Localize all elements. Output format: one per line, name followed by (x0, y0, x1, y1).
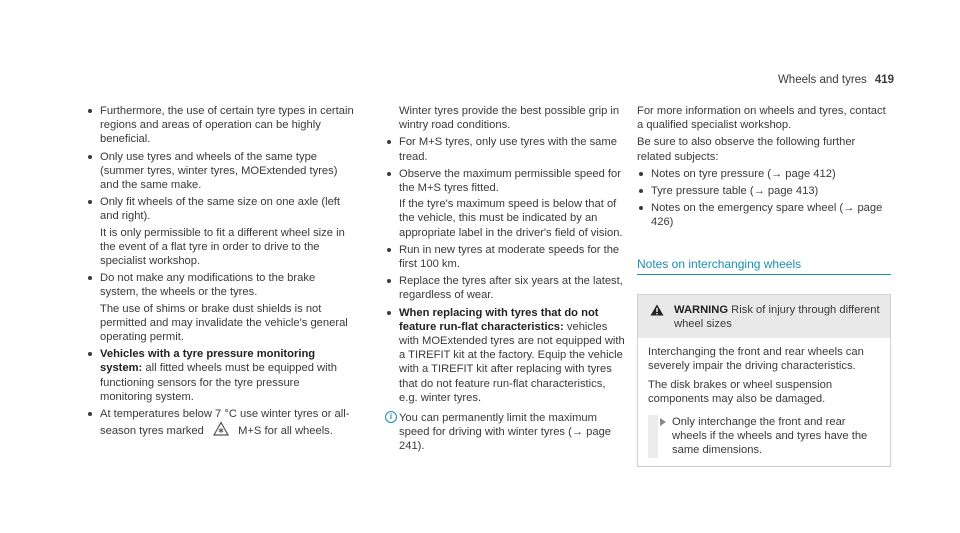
warning-body (638, 338, 890, 465)
list-item-text: Replace the tyres after six years at the latest, regardless of wear. (399, 275, 623, 302)
instruction-step (648, 415, 880, 458)
column-middle (385, 104, 625, 454)
list-item-text: Only use tyres and wheels of the same type (summer tyres, winter tyres, MOExtended tyres) and the same make. (100, 150, 338, 192)
list-item (86, 195, 354, 268)
section-name: Wheels and tyres (777, 74, 867, 86)
list-item-text: Notes on tyre pressure (→ page 412) (651, 167, 836, 180)
list-item-text: Only fit wheels of the same size on one axle (left and right). (100, 196, 341, 223)
list-item (86, 104, 354, 147)
list-item (385, 243, 625, 271)
paragraph: For more information on wheels and tyres, contact a qualified specialist workshop. (637, 105, 886, 132)
column-left (86, 104, 354, 441)
list-item-text: Observe the maximum permissible speed for the M+S tyres fitted. (399, 167, 621, 195)
page-number: 419 (874, 74, 894, 86)
list-item-text: Run in new tyres at moderate speeds for the first 100 km. (399, 243, 620, 271)
list-item-subtext: If the tyre's maximum speed is below that of the vehicle, this must be indicated by an appropriate label in the driver's field of vision. (399, 198, 623, 239)
warning-header (638, 295, 890, 338)
intro-text: Winter tyres provide the best possible grip in wintry road conditions. (399, 105, 620, 132)
list-item (385, 274, 625, 302)
list-item (86, 271, 354, 344)
list-item (385, 306, 625, 405)
warning-triangle-icon (650, 304, 664, 316)
list-item-text: Tyre pressure table (→ page 413) (651, 185, 819, 198)
list-item (637, 201, 891, 229)
list-item-subtext: It is only permissible to fit a different wheel size in the event of a flat tyre in order to drive to the specialist workshop. (100, 226, 345, 268)
instruction-text: Only interchange the front and rear wheels if the wheels and tyres have the same dimensions. (672, 416, 868, 457)
play-arrow-icon (660, 418, 666, 426)
warning-text: Risk of injury through different wheel sizes (674, 303, 880, 331)
list-item (86, 347, 354, 404)
list-item-text: For M+S tyres, only use tyres with the same tread. (399, 136, 617, 163)
warning-box (637, 294, 891, 467)
section-title: Notes on interchanging wheels (637, 257, 891, 275)
list-item (86, 150, 354, 193)
warning-paragraph: Interchanging the front and rear wheels can severely impair the driving characteristics. (648, 346, 864, 373)
list-item-text: vehicles with MOExtended tyres are not equipped with a TIREFIT kit at the factory. Equip the vehicle with a TIREFIT kit after replacing with tyres that do not feature run-flat characteristics, e.g. winter tyres. (399, 320, 625, 404)
warning-label: WARNING (674, 303, 729, 316)
list-item-subtext: The use of shims or brake dust shields is not permitted and may invalidate the vehicle's general operating permit. (100, 302, 348, 344)
list-item (86, 407, 354, 438)
list-item (637, 184, 891, 198)
list-item (385, 167, 625, 240)
page-header (778, 73, 894, 87)
list-item-text: Furthermore, the use of certain tyre types in certain regions and areas of operation can be highly beneficial. (100, 105, 354, 146)
list-item-text: all fitted wheels must be equipped with functioning sensors for the tyre pressure monitoring system. (100, 362, 337, 403)
list-item-text: At temperatures below 7 °C use winter tyres or all-season tyres marked (100, 408, 350, 438)
list-item-heading: Vehicles with a tyre pressure monitoring system: (100, 348, 316, 375)
list-item-text: Notes on the emergency spare wheel (→ page 426) (651, 202, 883, 229)
list-item (637, 167, 891, 181)
instruction-bar (648, 415, 658, 458)
list-item (385, 135, 625, 163)
paragraph: Be sure to also observe the following further related subjects: (637, 136, 856, 163)
info-text: You can permanently limit the maximum speed for driving with winter tyres (→ page 241). (399, 412, 612, 453)
list-item-text: Do not make any modifications to the brake system, the wheels or the tyres. (100, 272, 316, 299)
snowflake-mountain-icon (213, 421, 229, 436)
list-item-text: M+S for all wheels. (238, 425, 333, 438)
info-icon: i (385, 411, 397, 423)
warning-paragraph: The disk brakes or wheel suspension components may also be damaged. (648, 378, 833, 405)
info-note (385, 411, 625, 454)
column-right (637, 104, 891, 467)
list-item-heading: When replacing with tyres that do not feature run-flat characteristics: (399, 306, 599, 333)
